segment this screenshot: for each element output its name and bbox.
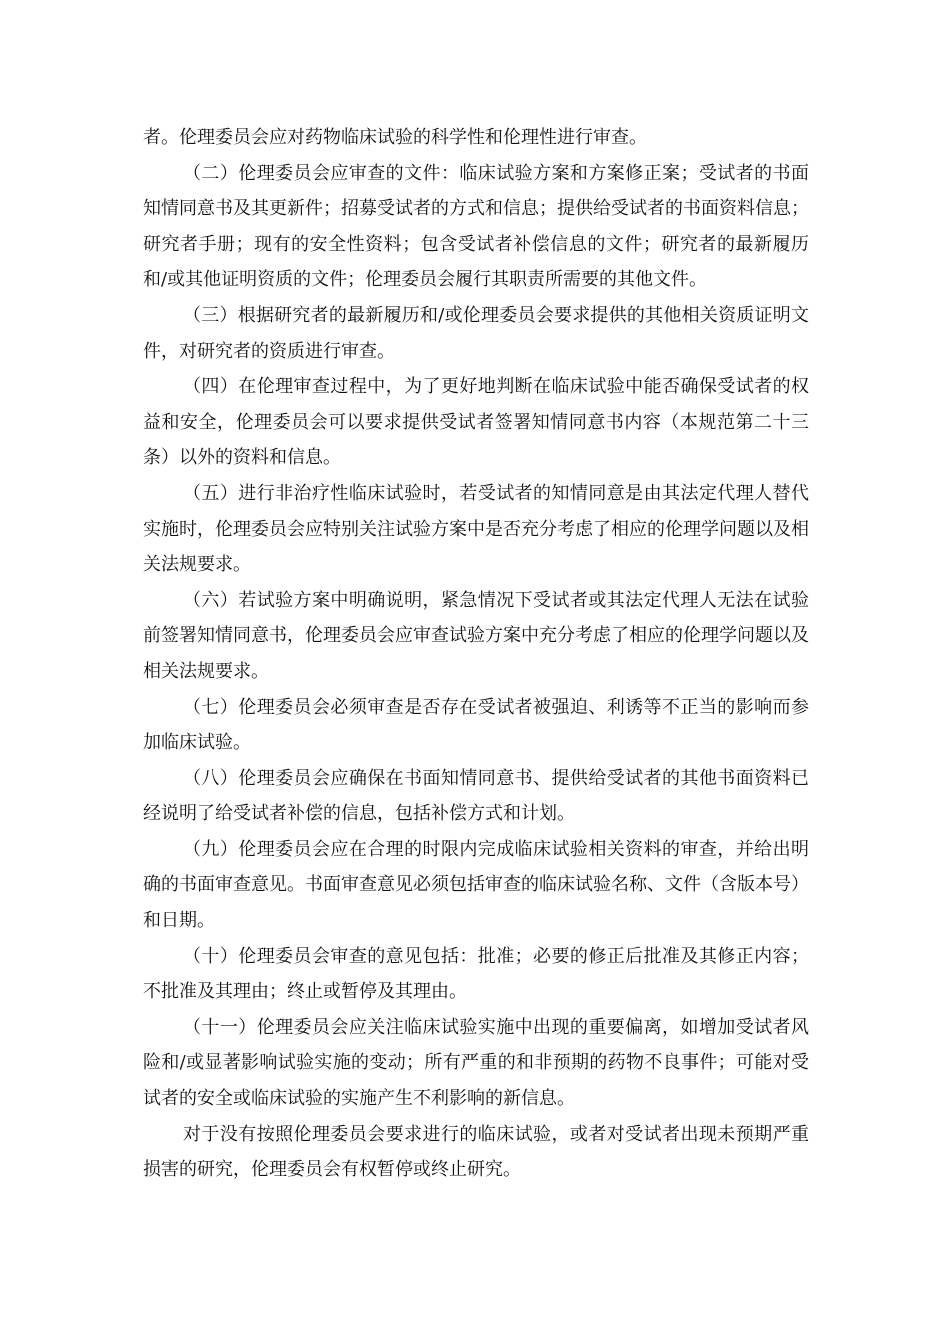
paragraph-item-6: （六）若试验方案中明确说明，紧急情况下受试者或其法定代理人无法在试验前签署知情同意书，伦理委员会应审查试验方案中充分考虑了相应的伦理学问题以及相关法规要求。 [143,589,809,682]
paragraph-item-10: （十）伦理委员会审查的意见包括：批准；必要的修正后批准及其修正内容；不批准及其理由；终止或暂停及其理由。 [143,945,809,1003]
paragraph-item-5: （五）进行非治疗性临床试验时，若受试者的知情同意是由其法定代理人替代实施时，伦理委员会应特别关注试验方案中是否充分考虑了相应的伦理学问题以及相关法规要求。 [143,482,809,576]
document-body [143,120,809,1188]
paragraph-continuation: 者。伦理委员会应对药物临床试验的科学性和伦理性进行审查。 [143,127,647,148]
paragraph-item-8: （八）伦理委员会应确保在书面知情同意书、提供给受试者的其他书面资料已经说明了给受试者补偿的信息，包括补偿方式和计划。 [143,767,809,825]
paragraph-closing: 对于没有按照伦理委员会要求进行的临床试验，或者对受试者出现未预期严重损害的研究，伦理委员会有权暂停或终止研究。 [143,1123,809,1181]
paragraph-item-9: （九）伦理委员会应在合理的时限内完成临床试验相关资料的审查，并给出明确的书面审查意见。书面审查意见必须包括审查的临床试验名称、文件（含版本号）和日期。 [143,838,809,932]
paragraph-item-7: （七）伦理委员会必须审查是否存在受试者被强迫、利诱等不正当的影响而参加临床试验。 [143,696,809,754]
paragraph-item-4: （四）在伦理审查过程中，为了更好地判断在临床试验中能否确保受试者的权益和安全，伦理委员会可以要求提供受试者签署知情同意书内容（本规范第二十三条）以外的资料和信息。 [143,376,809,469]
paragraph-item-11: （十一）伦理委员会应关注临床试验实施中出现的重要偏离，如增加受试者风险和/或显著影响试验实施的变动；所有严重的和非预期的药物不良事件；可能对受试者的安全或临床试验的实施产生不利影响的新信息。 [143,1016,809,1110]
paragraph-item-3: （三）根据研究者的最新履历和/或伦理委员会要求提供的其他相关资质证明文件，对研究者的资质进行审查。 [143,304,809,362]
paragraph-item-2: （二）伦理委员会应审查的文件：临床试验方案和方案修正案；受试者的书面知情同意书及其更新件；招募受试者的方式和信息；提供给受试者的书面资料信息；研究者手册；现有的安全性资料；包含受试者补偿信息的文件；研究者的最新履历和/或其他证明资质的文件；伦理委员会履行其职责所需要的其他文件。 [143,162,809,291]
